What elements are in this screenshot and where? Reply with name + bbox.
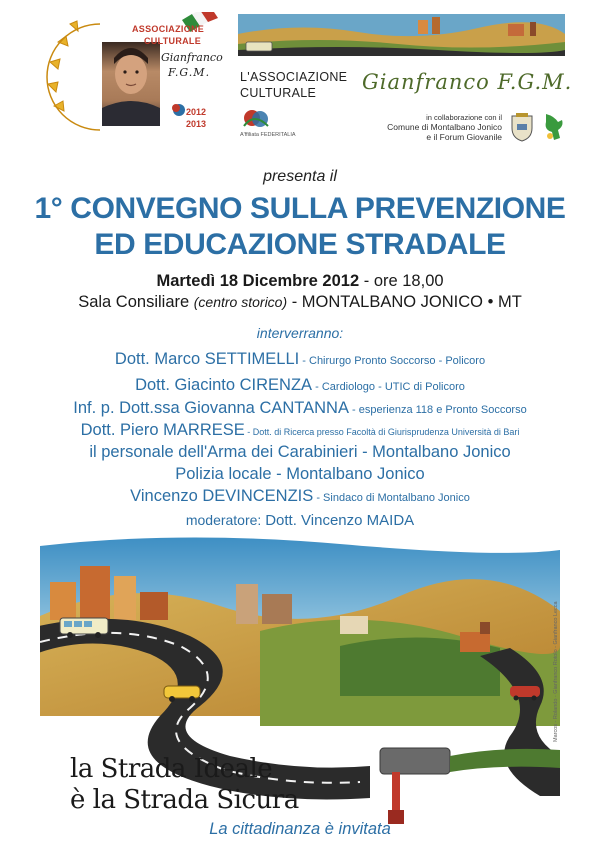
forum-icon <box>540 112 566 142</box>
header-assoc-line1-text: L'ASSOCIAZIONE <box>240 70 348 84</box>
slogan-line2: è la Strada Sicura <box>70 785 299 815</box>
speaker-2-name: Dott. Giacinto CIRENZA <box>135 376 313 394</box>
speaker-3-name: Inf. p. Dott.ssa Giovanna CANTANNA <box>73 399 349 417</box>
slogan-line1: la Strada Ideale <box>70 754 273 784</box>
invitation-line: La cittadinanza è invitata <box>209 820 391 838</box>
moderator <box>0 512 600 529</box>
speaker-2 <box>0 376 600 395</box>
header-landscape-strip <box>238 14 565 56</box>
speaker-1-name: Dott. Marco SETTIMELLI <box>114 350 300 368</box>
collab-line1: in collaborazione con il <box>426 113 502 122</box>
speaker-3-role: - esperienza 118 e Pronto Soccorso <box>348 404 527 416</box>
logo-name-line2: F.G.M. <box>168 66 211 79</box>
event-date: Martedì 18 Dicembre 2012 <box>156 272 360 290</box>
forum-giovanile-logo <box>540 112 566 147</box>
federitalia-icon <box>240 106 292 132</box>
logo-name-line1: Gianfranco <box>161 51 223 64</box>
speaker-4-name: Dott. Piero MARRESE <box>80 421 245 439</box>
logo-year-line1: 2012 <box>186 107 207 117</box>
collab-line2: Comune di Montalbano Jonico <box>387 122 502 132</box>
crest-icon <box>510 112 534 142</box>
event-date-time <box>0 272 600 291</box>
speaker-7-role: - Sindaco di Montalbano Jonico <box>313 492 470 504</box>
venue-town: - MONTALBANO JONICO • MT <box>287 293 522 311</box>
comune-crest-logo <box>510 112 534 147</box>
venue-note: (centro storico) <box>193 294 288 310</box>
speaker-1 <box>0 350 600 369</box>
event-time: - ore 18,00 <box>359 272 444 290</box>
federitalia-label: A'ffiliata FEDERITALIA <box>240 132 296 138</box>
speaker-1-role: - Chirurgo Pronto Soccorso - Policoro <box>299 355 486 367</box>
venue-room: Sala Consiliare <box>78 293 194 311</box>
speaker-6: Polizia locale - Montalbano Jonico <box>175 465 425 483</box>
speaker-7-name: Vincenzo DEVINCENZIS <box>130 487 314 505</box>
speaker-7 <box>0 487 600 506</box>
header-assoc-line1 <box>240 70 347 84</box>
event-venue <box>0 293 600 312</box>
header-assoc-line2-text: CULTURALE <box>240 86 317 100</box>
illustration-credit: Marcos - Rolando - Gianfranco Rotolo - Gianfranco Lecca <box>553 601 559 742</box>
presents-label: presenta il <box>263 168 337 185</box>
speaker-3 <box>0 399 600 418</box>
speaker-4 <box>0 421 600 440</box>
logo-year-line2: 2013 <box>186 119 207 129</box>
collab-line3: e il Forum Giovanile <box>426 132 502 142</box>
association-logo <box>40 12 230 134</box>
moderator-name: Dott. Vincenzo MAIDA <box>265 512 415 529</box>
event-title-line1: 1° CONVEGNO SULLA PREVENZIONE <box>34 192 566 225</box>
header-association-name: Gianfranco F.G.M. <box>362 70 573 94</box>
speaker-4-role: - Dott. di Ricerca presso Facoltà di Giurisprudenza Università di Bari <box>244 427 520 437</box>
moderator-label: moderatore: <box>185 512 266 528</box>
logo-assoc-line2: CULTURALE <box>144 36 202 46</box>
event-title-line2: ED EDUCAZIONE STRADALE <box>94 228 506 261</box>
header-landscape-image <box>238 14 565 56</box>
speaker-2-role: - Cardiologo - UTIC di Policoro <box>312 381 465 393</box>
header-assoc-line2 <box>240 86 316 100</box>
speakers-heading: interverranno: <box>256 325 344 341</box>
speaker-5: il personale dell'Arma dei Carabinieri - Montalbano Jonico <box>89 443 511 461</box>
logo-assoc-line1: ASSOCIAZIONE <box>132 24 205 34</box>
